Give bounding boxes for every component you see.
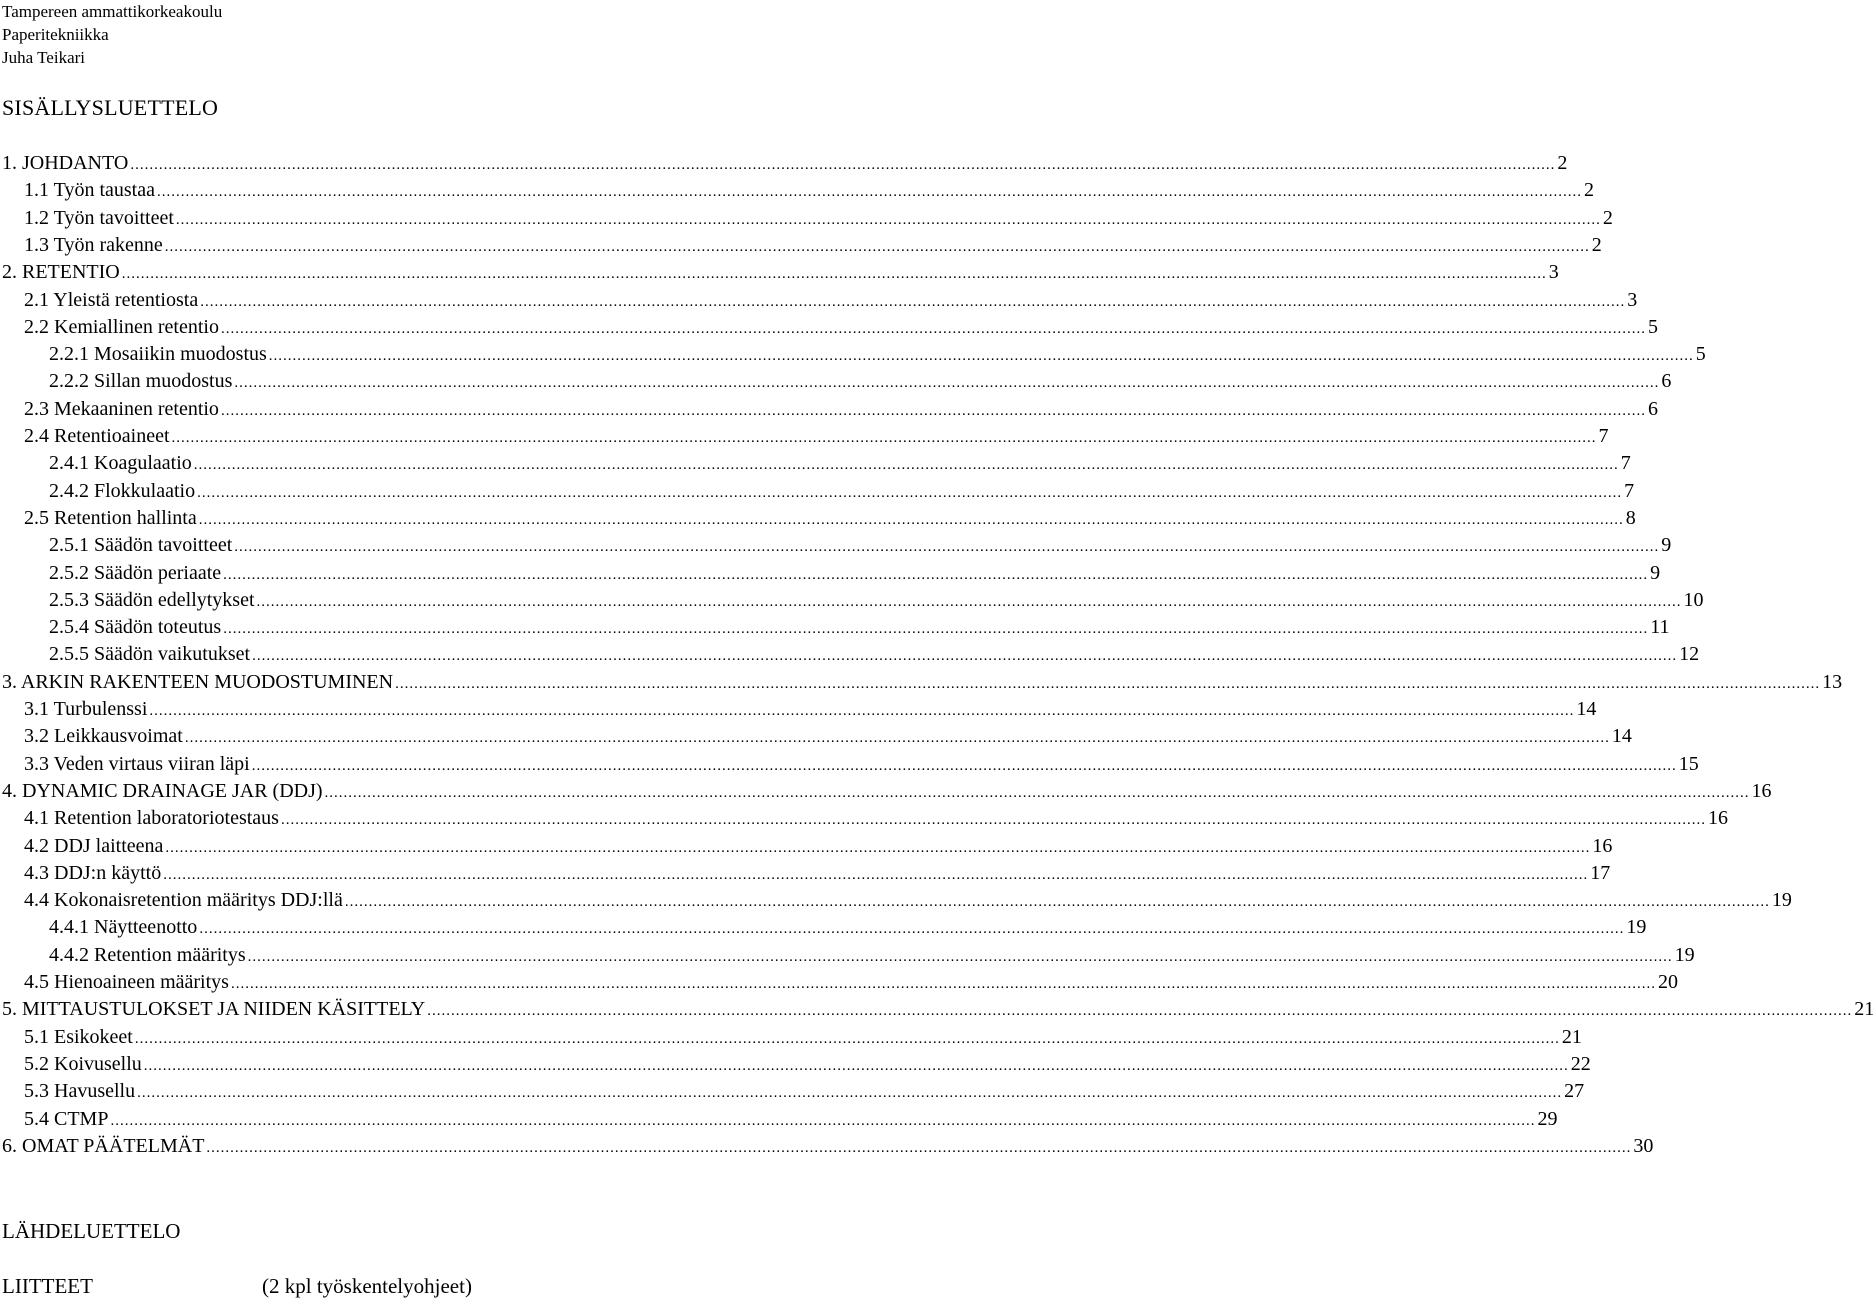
toc-entry-page: 9 — [1650, 561, 1661, 584]
toc-entry-page: 7 — [1624, 479, 1635, 502]
toc-dot-leader: ............................................................................................................................................................................................................................................................................................................ — [171, 430, 1597, 446]
toc-entry-label: 5. MITTAUSTULOKSET JA NIIDEN KÄSITTELY — [2, 996, 427, 1023]
toc-dot-leader: ............................................................................................................................................................................................................................................................................................................ — [130, 157, 1556, 173]
toc-entry[interactable] — [24, 205, 1613, 232]
toc-entry[interactable] — [49, 587, 1704, 614]
toc-dot-leader: ............................................................................................................................................................................................................................................................................................................ — [143, 1057, 1569, 1074]
toc-dot-leader: ............................................................................................................................................................................................................................................................................................................ — [184, 730, 1610, 747]
toc-entry-label: 2.1 Yleistä retentiosta — [24, 287, 200, 314]
toc-entry-label: 5.4 CTMP — [24, 1106, 110, 1133]
toc-dot-leader: ............................................................................................................................................................................................................................................................................................................ — [247, 948, 1673, 965]
toc-dot-leader: ............................................................................................................................................................................................................................................................................................................ — [198, 511, 1624, 528]
toc-entry-label: 2.2 Kemiallinen retentio — [24, 314, 221, 341]
toc-entry-label: 4.4.1 Näytteenotto — [49, 914, 199, 941]
toc-entry[interactable] — [24, 505, 1636, 532]
toc-entry-page: 15 — [1678, 752, 1699, 775]
toc-entry[interactable] — [24, 805, 1728, 832]
toc-entry-label: 2.2.2 Sillan muodostus — [49, 368, 234, 395]
toc-entry-page: 27 — [1564, 1080, 1585, 1103]
toc-dot-leader: ............................................................................................................................................................................................................................................................................................................ — [223, 566, 1649, 583]
toc-entry[interactable] — [24, 751, 1699, 778]
toc-entry-page: 2 — [1557, 152, 1568, 174]
toc-entry-page: 3 — [1548, 261, 1559, 284]
toc-entry-page: 13 — [1822, 670, 1843, 693]
toc-entry-page: 7 — [1620, 452, 1631, 475]
toc-entry-page: 6 — [1661, 370, 1672, 393]
toc-dot-leader: ............................................................................................................................................................................................................................................................................................................ — [193, 457, 1619, 474]
toc-entry-page: 14 — [1611, 725, 1632, 748]
toc-entry-page: 20 — [1657, 971, 1678, 993]
toc-dot-leader: ............................................................................................................................................................................................................................................................................................................ — [200, 293, 1626, 310]
toc-entry[interactable] — [2, 778, 1772, 805]
toc-entry-label: 5.1 Esikokeet — [24, 1024, 135, 1051]
toc-entry-label: 1.1 Työn taustaa — [24, 177, 157, 204]
toc-dot-leader: ............................................................................................................................................................................................................................................................................................................ — [197, 484, 1623, 501]
toc-entry[interactable] — [49, 560, 1661, 587]
toc-dot-leader: ............................................................................................................................................................................................................................................................................................................ — [175, 211, 1601, 228]
toc-entry[interactable] — [49, 942, 1695, 969]
toc-dot-leader: ............................................................................................................................................................................................................................................................................................................ — [230, 976, 1656, 992]
toc-entry-page: 19 — [1626, 916, 1647, 939]
toc-entry-label: 4.2 DDJ laitteena — [24, 833, 165, 860]
toc-entry[interactable] — [24, 396, 1658, 423]
document-header — [2, 0, 222, 69]
toc-entry[interactable] — [24, 833, 1613, 860]
toc-entry-page: 5 — [1695, 343, 1706, 366]
toc-entry-page: 2 — [1584, 179, 1594, 202]
institution-name: Tampereen ammattikorkeakoulu — [2, 2, 223, 21]
toc-entry[interactable] — [49, 450, 1631, 477]
toc-entry-label: 2.5.1 Säädön tavoitteet — [49, 532, 234, 559]
toc-title: SISÄLLYSLUETTELO — [2, 95, 219, 120]
toc-entry-label: 5.3 Havusellu — [24, 1078, 137, 1105]
toc-entry-label: 6. OMAT PÄÄTELMÄT — [2, 1133, 206, 1160]
toc-entry-label: 5.2 Koivusellu — [24, 1051, 144, 1078]
toc-dot-leader: ............................................................................................................................................................................................................................................................................................................ — [234, 375, 1660, 392]
toc-entry-label: 4.4.2 Retention määritys — [49, 942, 248, 969]
toc-entry-label: 2.3 Mekaaninen retentio — [24, 396, 221, 423]
attachments-note: (2 kpl työskentelyohjeet) — [262, 1274, 472, 1298]
toc-entry[interactable] — [49, 641, 1700, 668]
toc-dot-leader: ............................................................................................................................................................................................................................................................................................................ — [110, 1112, 1536, 1129]
toc-entry-label: 2.2.1 Mosaiikin muodostus — [49, 341, 269, 368]
toc-entry-page: 16 — [1751, 779, 1772, 802]
toc-entry[interactable] — [49, 914, 1647, 941]
toc-entry[interactable] — [24, 1024, 1582, 1051]
toc-entry[interactable] — [49, 368, 1672, 395]
toc-entry-page: 9 — [1661, 534, 1672, 557]
toc-dot-leader: ............................................................................................................................................................................................................................................................................................................ — [427, 1003, 1853, 1020]
toc-entry[interactable] — [2, 1133, 1654, 1160]
toc-entry-label: 1.2 Työn tavoitteet — [24, 205, 176, 232]
toc-entry-label: 1.3 Työn rakenne — [24, 232, 165, 259]
toc-entry-page: 11 — [1650, 616, 1670, 639]
toc-entry-label: 2.5 Retention hallinta — [24, 505, 199, 532]
toc-dot-leader: ............................................................................................................................................................................................................................................................................................................ — [134, 1030, 1560, 1047]
toc-entry[interactable] — [24, 314, 1658, 341]
toc-entry-label: 2.4 Retentioaineet — [24, 423, 172, 450]
toc-dot-leader: ............................................................................................................................................................................................................................................................................................................ — [324, 784, 1750, 801]
toc-entry[interactable] — [24, 1078, 1585, 1105]
toc-entry[interactable] — [2, 259, 1559, 286]
toc-dot-leader: ............................................................................................................................................................................................................................................................................................................ — [395, 675, 1821, 692]
toc-dot-leader: ............................................................................................................................................................................................................................................................................................................ — [268, 348, 1694, 365]
toc-dot-leader: ............................................................................................................................................................................................................................................................................................................ — [206, 1139, 1632, 1156]
toc-dot-leader: ............................................................................................................................................................................................................................................................................................................ — [121, 266, 1547, 283]
toc-entry-label: 2.5.2 Säädön periaate — [49, 560, 223, 587]
toc-entry[interactable] — [24, 969, 1678, 996]
toc-entry-page: 8 — [1625, 506, 1636, 529]
toc-entry[interactable] — [24, 423, 1609, 450]
references-heading: LÄHDELUETTELO — [2, 1219, 181, 1243]
toc-entry-label: 3.2 Leikkausvoimat — [24, 723, 185, 750]
toc-dot-leader: ............................................................................................................................................................................................................................................................................................................ — [199, 921, 1625, 938]
toc-entry[interactable] — [49, 478, 1635, 505]
toc-dot-leader: ............................................................................................................................................................................................................................................................................................................ — [149, 703, 1575, 719]
toc-entry-label: 2.4.1 Koagulaatio — [49, 450, 194, 477]
toc-entry[interactable] — [49, 341, 1706, 368]
toc-entry-label: 1. JOHDANTO — [2, 150, 130, 177]
toc-entry[interactable] — [24, 287, 1638, 314]
toc-entry-page: 16 — [1707, 807, 1728, 830]
toc-dot-leader: ............................................................................................................................................................................................................................................................................................................ — [251, 757, 1677, 774]
toc-dot-leader: ............................................................................................................................................................................................................................................................................................................ — [234, 539, 1660, 556]
toc-entry[interactable] — [24, 177, 1594, 204]
toc-entry-label: 3. ARKIN RAKENTEEN MUODOSTUMINEN — [2, 669, 395, 696]
toc-dot-leader: ............................................................................................................................................................................................................................................................................................................ — [157, 184, 1582, 201]
toc-entry-page: 21 — [1854, 998, 1874, 1021]
toc-entry[interactable] — [24, 1106, 1558, 1133]
toc-entry[interactable] — [24, 887, 1792, 914]
toc-entry-page: 6 — [1647, 397, 1658, 420]
toc-entry[interactable] — [24, 232, 1602, 259]
toc-entry-page: 30 — [1633, 1134, 1654, 1157]
toc-entry-page: 7 — [1598, 425, 1609, 447]
toc-entry[interactable] — [24, 723, 1632, 750]
toc-dot-leader: ............................................................................................................................................................................................................................................................................................................ — [252, 648, 1678, 665]
author-name: Juha Teikari — [2, 48, 85, 67]
toc-entry[interactable] — [24, 696, 1597, 723]
toc-entry[interactable] — [49, 614, 1670, 641]
toc-dot-leader: ............................................................................................................................................................................................................................................................................................................ — [344, 894, 1770, 911]
toc-entry-label: 2.5.3 Säädön edellytykset — [49, 587, 257, 614]
toc-entry-page: 22 — [1570, 1052, 1591, 1075]
toc-entry[interactable] — [24, 1051, 1591, 1078]
toc-entry-page: 16 — [1592, 834, 1613, 857]
toc-dot-leader: ............................................................................................................................................................................................................................................................................................................ — [164, 238, 1590, 255]
toc-entry-label: 2. RETENTIO — [2, 259, 122, 286]
toc-entry[interactable] — [49, 532, 1672, 559]
toc-dot-leader: ............................................................................................................................................................................................................................................................................................................ — [256, 593, 1682, 610]
toc-entry[interactable] — [2, 150, 1568, 177]
toc-entry-label: 4.5 Hienoaineen määritys — [24, 969, 231, 996]
toc-entry-label: 3.1 Turbulenssi — [24, 696, 149, 723]
toc-entry[interactable] — [2, 996, 1874, 1023]
toc-dot-leader: ............................................................................................................................................................................................................................................................................................................ — [220, 320, 1646, 337]
toc-entry-page: 10 — [1683, 588, 1704, 611]
toc-entry-label: 4.4 Kokonaisretention määritys DDJ:llä — [24, 887, 345, 914]
toc-entry-page: 19 — [1674, 943, 1695, 966]
toc-dot-leader: ............................................................................................................................................................................................................................................................................................................ — [220, 402, 1646, 419]
toc-dot-leader: ............................................................................................................................................................................................................................................................................................................ — [165, 839, 1591, 856]
toc-entry-label: 4.1 Retention laboratoriotestaus — [24, 805, 281, 832]
toc-dot-leader: ............................................................................................................................................................................................................................................................................................................ — [163, 866, 1589, 883]
toc-dot-leader: ............................................................................................................................................................................................................................................................................................................ — [137, 1085, 1563, 1102]
toc-entry-page: 17 — [1590, 861, 1611, 884]
toc-entry-page: 3 — [1627, 288, 1638, 311]
toc-entry[interactable] — [2, 669, 1843, 696]
toc-entry-page: 14 — [1576, 698, 1597, 720]
toc-entry-label: 4.3 DDJ:n käyttö — [24, 860, 163, 887]
toc-dot-leader: ............................................................................................................................................................................................................................................................................................................ — [223, 621, 1649, 638]
toc-entry-label: 4. DYNAMIC DRAINAGE JAR (DDJ) — [2, 778, 325, 805]
toc-entry-page: 12 — [1679, 643, 1700, 666]
toc-entry-page: 5 — [1647, 315, 1658, 338]
toc-entry[interactable] — [24, 860, 1611, 887]
department-name: Paperitekniikka — [2, 25, 109, 44]
toc-entry-page: 29 — [1537, 1107, 1558, 1130]
toc-entry-page: 2 — [1591, 233, 1602, 256]
toc-entry-label: 2.4.2 Flokkulaatio — [49, 478, 197, 505]
toc-entry-label: 2.5.4 Säädön toteutus — [49, 614, 223, 641]
toc-entry-label: 2.5.5 Säädön vaikutukset — [49, 641, 252, 668]
toc-entry-page: 2 — [1602, 206, 1613, 229]
toc-dot-leader: ............................................................................................................................................................................................................................................................................................................ — [280, 812, 1706, 829]
toc-entry-page: 19 — [1771, 889, 1792, 912]
attachments-heading: LIITTEET — [2, 1274, 93, 1298]
toc-entry-label: 3.3 Veden virtaus viiran läpi — [24, 751, 252, 778]
toc-entry-page: 21 — [1561, 1025, 1582, 1048]
